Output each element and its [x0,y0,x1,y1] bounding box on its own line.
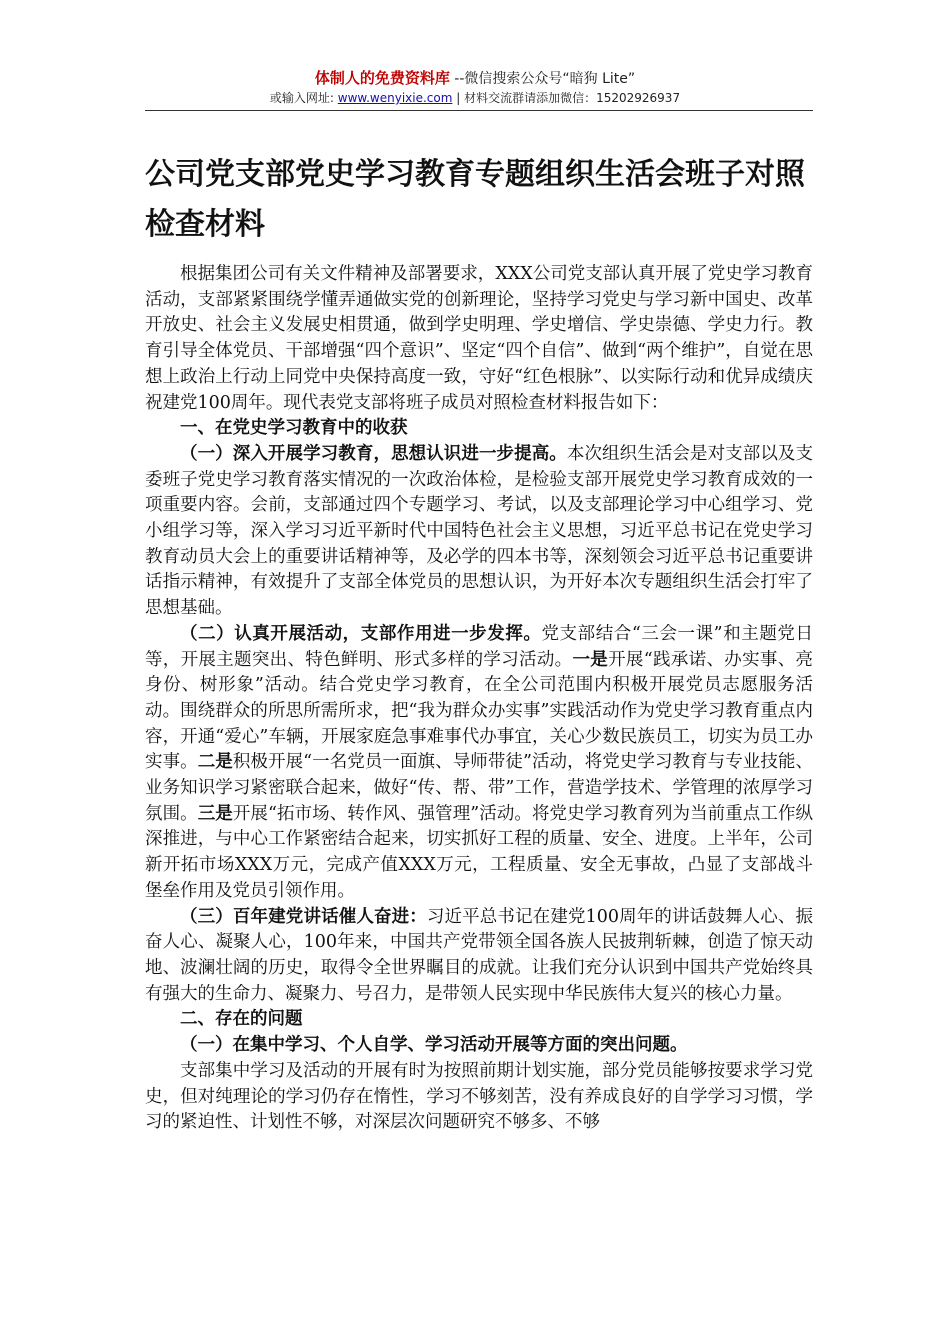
header-tagline: --微信搜索公众号“暗狗 Lite” [454,71,636,87]
paragraph-text: 开展“拓市场、转作风、强管理”活动。将党史学习教育列为当前重点工作纵深推进，与中心工作紧密结合起来，切实抓好工程的质量、安全、进度。上半年，公司新开拓市场XXX万元，完成产值XXX万元，工程质量、安全无事故，凸显了支部战斗堡垒作用及党员引领作用。 [145,803,814,901]
enumeration-marker: 一是 [572,649,609,670]
enumeration-marker: 二是 [197,752,233,773]
paragraph-text: 本次组织生活会是对支部以及支委班子党史学习教育落实情况的一次政治体检，是检验支部开展党史学习教育成效的一项重要内容。会前，支部通过四个专题学习、考试，以及支部理论学习中心组学习、党小组学习等，深入学习习近平新时代中国特色社会主义思想，习近平总书记在党史学习教育动员大会上的重要讲话精神等，及必学的四本书等，深刻领会习近平总书记重要讲话指示精神，有效提升了支部全体党员的思想认识，为开好本次专题组织生活会打牢了思想基础。 [145,443,814,619]
paragraph-text: 习近平总书记在建党100周年的讲话鼓舞人心、振奋人心、凝聚人心，100年来，中国共产党带领全国各族人民披荆斩棘，创造了惊天动地、波澜壮阔的历史，取得令全世界瞩目的成就。让我们充分认识到中国共产党始终具有强大的生命力、凝聚力、号召力，是带领人民实现中华民族伟大复兴的核心力量。 [145,906,813,1004]
contact-info: | 材料交流群请添加微信：15202926937 [452,91,681,105]
intro-paragraph: 根据集团公司有关文件精神及部署要求，XXX公司党支部认真开展了党史学习教育活动，支部紧紧围绕学懂弄通做实党的创新理论，坚持学习党史与学习新中国史、改革开放史、社会主义发展史相贯通，做到学史明理、学史增信、学史崇德、学史力行。教育引导全体党员、干部增强“四个意识”、坚定“四个自信”、做到“两个维护”，自觉在思想上政治上行动上同党中央保持高度一致，守好“红色根脉”、以实际行动和优异成绩庆祝建党100周年。现代表党支部将班子成员对照检查材料报告如下： [145,264,813,413]
paragraph-study-education [145,442,813,622]
brand-name: 体制人的免费资料库 [314,69,450,87]
paragraph-activities [145,622,813,905]
paragraph-study-problems: 支部集中学习及活动的开展有时为按照前期计划实施，部分党员能够按要求学习党史，但对纯理论的学习仍存在惰性，学习不够刻苦，没有养成良好的自学学习习惯，学习的紧迫性、计划性不够，对深层次问题研究不够多、不够 [145,1060,813,1133]
document-title: 公司党支部党史学习教育专题组织生活会班子对照检查材料 [145,157,805,242]
enumeration-marker: 三是 [197,803,233,824]
url-prefix: 或输入网址: [269,91,338,105]
website-link[interactable]: www.wenyixie.com [337,91,453,105]
page-header [145,68,805,107]
paragraph-text: 党支部结合“三会一课”和主题党日等，开展主题突出、特色鲜明、形式多样的学习活动。 [145,623,813,670]
header-banner [145,68,805,89]
header-contact-line [145,89,805,107]
section-heading-gains: 一、在党史学习教育中的收获 [180,418,408,439]
section-heading-problems: 二、存在的问题 [180,1009,303,1030]
paragraph-centenary-speech [145,905,813,1008]
header-divider [145,110,813,111]
subsection-heading-study-problems: （一）在集中学习、个人自学、学习活动开展等方面的突出问题。 [180,1035,688,1056]
document-body [145,262,813,1136]
paragraph-text: 积极开展“一名党员一面旗、导师带徒”活动，将党史学习教育与专业技能、业务知识学习紧密联合起来，做好“传、帮、带”工作，营造学技术、学管理的浓厚学习氛围。 [145,752,814,824]
paragraph-lead: （一）深入开展学习教育，思想认识进一步提高。 [180,443,567,464]
paragraph-lead: （二）认真开展活动，支部作用进一步发挥。 [180,623,542,644]
paragraph-text: 开展“践承诺、办实事、亮身份、树形象”活动。结合党史学习教育，在全公司范围内积极开展党员志愿服务活动。围绕群众的所思所需所求，把“我为群众办实事”实践活动作为党史学习教育重点内容，开通“爱心”车辆，开展家庭急事难事代办事宜，关心少数民族员工，切实为员工办实事。 [145,649,814,773]
paragraph-lead: （三）百年建党讲话催人奋进： [180,906,427,927]
